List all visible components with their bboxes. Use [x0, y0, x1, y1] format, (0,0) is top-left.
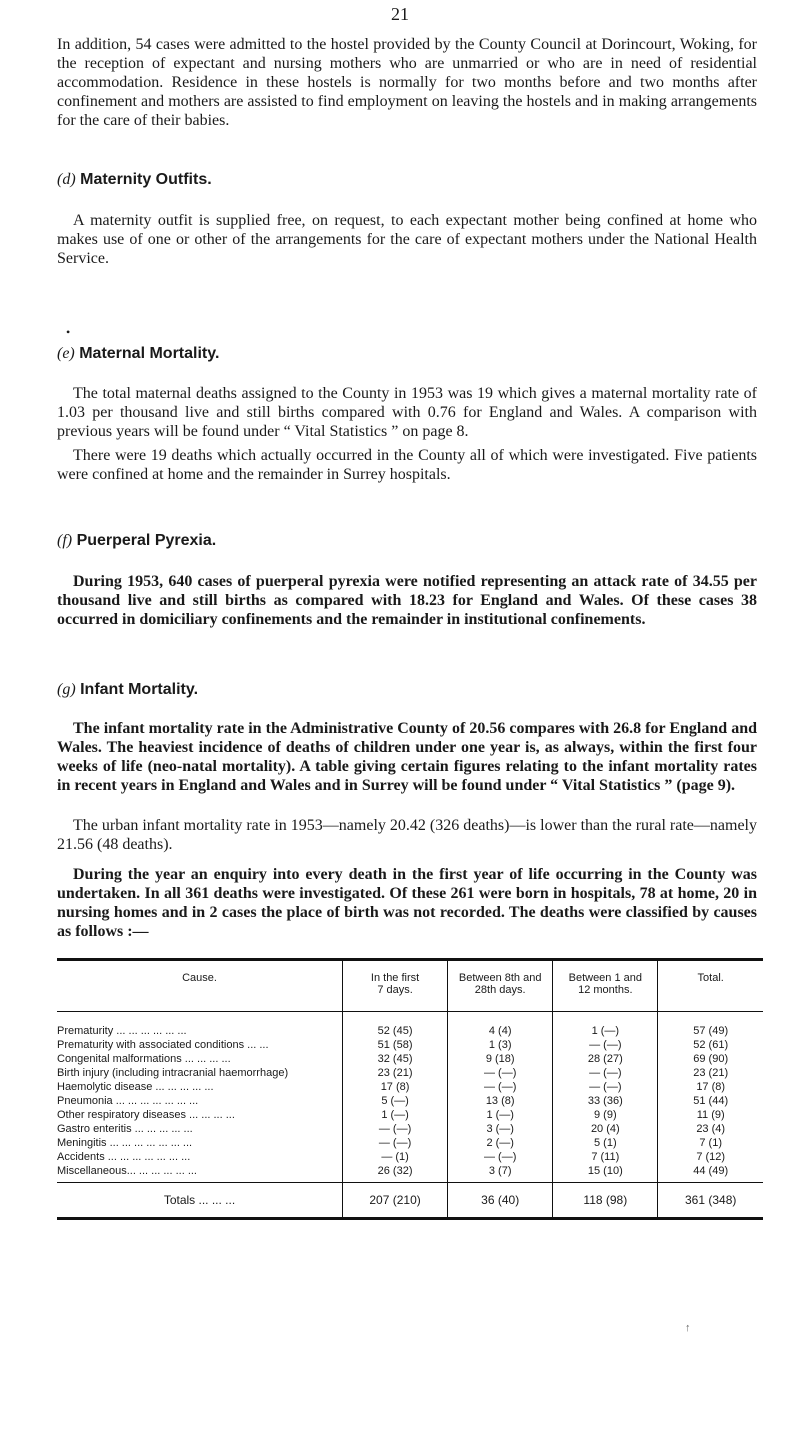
m1to12-cell: 7 (11) — [553, 1150, 658, 1164]
table-row — [57, 1150, 763, 1164]
section-letter: (g) — [57, 681, 76, 698]
total-cell: 23 (4) — [658, 1122, 763, 1136]
m1to12-cell: — (—) — [553, 1080, 658, 1094]
total-cell: 7 (1) — [658, 1136, 763, 1150]
m1to12-cell: 15 (10) — [553, 1164, 658, 1183]
d8to28-cell: 2 (—) — [448, 1136, 553, 1150]
cause-cell: Prematurity with associated conditions ... ... — [57, 1039, 269, 1051]
section-heading-maternal-mortality — [57, 345, 219, 363]
section-heading-infant-mortality — [57, 681, 198, 699]
section-heading-puerperal-pyrexia — [57, 532, 216, 550]
m1to12-cell: 20 (4) — [553, 1122, 658, 1136]
m1to12-cell: — (—) — [553, 1038, 658, 1052]
d8to28-cell: 1 (3) — [448, 1038, 553, 1052]
infant-mortality-paragraph-2: The urban infant mortality rate in 1953—namely 20.42 (326 deaths)—is lower than the rural rate—namely 21.56 (48 deaths). — [57, 817, 757, 853]
m1to12-cell: 33 (36) — [553, 1094, 658, 1108]
first-7-cell: — (1) — [343, 1150, 448, 1164]
first-7-cell: 17 (8) — [343, 1080, 448, 1094]
table-bottom-rule — [57, 1217, 763, 1220]
m1to12-cell: 1 (—) — [553, 1012, 658, 1039]
section-title: Infant Mortality. — [80, 681, 199, 698]
d8to28-cell: 3 (7) — [448, 1164, 553, 1183]
maternity-outfits-paragraph: A maternity outfit is supplied free, on request, to each expectant mother being confined at home who makes use of one or other of the arrangements for the care of expectant mothers under the National Health Service. — [57, 212, 757, 267]
cause-cell: Haemolytic disease ... ... ... ... ... — [57, 1081, 214, 1093]
cause-cell: Meningitis ... ... ... ... ... ... ... — [57, 1137, 193, 1149]
table-row — [57, 1080, 763, 1094]
stray-dot-mark: • — [66, 325, 71, 339]
first-7-cell: 32 (45) — [343, 1052, 448, 1066]
table-row — [57, 1094, 763, 1108]
totals-d8to28: 36 (40) — [448, 1183, 553, 1218]
totals-row — [57, 1183, 763, 1218]
d8to28-cell: 3 (—) — [448, 1122, 553, 1136]
header-first-7-days: In the first 7 days. — [343, 961, 448, 1012]
section-title: Maternal Mortality. — [79, 345, 220, 362]
section-title: Maternity Outfits. — [80, 171, 212, 188]
first-7-cell: 5 (—) — [343, 1094, 448, 1108]
total-cell: 11 (9) — [658, 1108, 763, 1122]
cause-table — [57, 961, 763, 1217]
m1to12-cell: — (—) — [553, 1066, 658, 1080]
cause-cell: Congenital malformations ... ... ... ... — [57, 1053, 231, 1065]
cause-cell: Other respiratory diseases ... ... ... ... — [57, 1109, 235, 1121]
total-cell: 52 (61) — [658, 1038, 763, 1052]
section-letter: (d) — [57, 171, 76, 188]
d8to28-cell: 13 (8) — [448, 1094, 553, 1108]
section-heading-maternity-outfits — [57, 171, 212, 189]
m1to12-cell: 5 (1) — [553, 1136, 658, 1150]
d8to28-cell: 1 (—) — [448, 1108, 553, 1122]
d8to28-cell: — (—) — [448, 1080, 553, 1094]
cause-cell: Accidents ... ... ... ... ... ... ... — [57, 1151, 191, 1163]
totals-m1to12: 118 (98) — [553, 1183, 658, 1218]
m1to12-cell: 28 (27) — [553, 1052, 658, 1066]
table-row — [57, 1052, 763, 1066]
total-cell: 7 (12) — [658, 1150, 763, 1164]
total-cell: 44 (49) — [658, 1164, 763, 1183]
table-body — [57, 1012, 763, 1218]
table-row — [57, 1108, 763, 1122]
table-row — [57, 1012, 763, 1039]
maternal-mortality-paragraph-2: There were 19 deaths which actually occurred in the County all of which were investigated. Five patients were confined at home and the remainder in Surrey hospitals. — [57, 447, 757, 483]
table-row — [57, 1122, 763, 1136]
infant-mortality-paragraph-1: The infant mortality rate in the Administrative County of 20.56 compares with 26.8 for England and Wales. The heaviest incidence of deaths of children under one year is, as always, within the first four weeks of life (neo-natal mortality). A table giving certain figures relating to the infant mortality rates in recent years in England and Wales and in Surrey will be found under “ Vital Statistics ” (page 9). — [57, 720, 757, 794]
section-letter: (f) — [57, 532, 73, 549]
m1to12-cell: 9 (9) — [553, 1108, 658, 1122]
total-cell: 17 (8) — [658, 1080, 763, 1094]
first-7-cell: 23 (21) — [343, 1066, 448, 1080]
first-7-cell: — (—) — [343, 1136, 448, 1150]
table-row — [57, 1164, 763, 1183]
first-7-cell: — (—) — [343, 1122, 448, 1136]
first-7-cell: 52 (45) — [343, 1012, 448, 1039]
cause-cell: Miscellaneous... ... ... ... ... ... — [57, 1165, 197, 1177]
header-8th-to-28th-days: Between 8th and 28th days. — [448, 961, 553, 1012]
table-row — [57, 1136, 763, 1150]
section-letter: (e) — [57, 345, 75, 362]
cause-cell: Gastro enteritis ... ... ... ... ... — [57, 1123, 193, 1135]
table-row — [57, 1038, 763, 1052]
puerperal-pyrexia-paragraph: During 1953, 640 cases of puerperal pyrexia were notified representing an attack rate of 34.55 per thousand live and still births as compared with 18.23 for England and Wales. Of these cases 38 occurred in domiciliary confinements and the remainder in institutional confinements. — [57, 573, 757, 628]
maternal-mortality-paragraph-1: The total maternal deaths assigned to the County in 1953 was 19 which gives a maternal mortality rate of 1.03 per thousand live and still births compared with 0.76 for England and Wales. A comparison with previous years will be found under “ Vital Statistics ” on page 8. — [57, 385, 757, 440]
d8to28-cell: — (—) — [448, 1150, 553, 1164]
page-number: 21 — [391, 4, 409, 24]
first-7-cell: 26 (32) — [343, 1164, 448, 1183]
infant-mortality-paragraph-3: During the year an enquiry into every death in the first year of life occurring in the County was undertaken. In all 361 deaths were investigated. Of these 261 were born in hospitals, 78 at home, 20 in nursing homes and in 2 cases the place of birth was not recorded. The deaths were classified by causes as follows :— — [57, 866, 757, 940]
section-title: Puerperal Pyrexia. — [76, 532, 217, 549]
totals-label: Totals ... ... ... — [57, 1183, 343, 1218]
total-cell: 69 (90) — [658, 1052, 763, 1066]
header-cause: Cause. — [57, 961, 343, 1012]
d8to28-cell: — (—) — [448, 1066, 553, 1080]
cause-cell: Birth injury (including intracranial haemorrhage) — [57, 1067, 289, 1079]
cause-cell: Prematurity ... ... ... ... ... ... — [57, 1025, 187, 1037]
total-cell: 51 (44) — [658, 1094, 763, 1108]
table-row — [57, 1066, 763, 1080]
totals-first-7: 207 (210) — [343, 1183, 448, 1218]
d8to28-cell: 9 (18) — [448, 1052, 553, 1066]
total-cell: 23 (21) — [658, 1066, 763, 1080]
first-7-cell: 1 (—) — [343, 1108, 448, 1122]
intro-paragraph: In addition, 54 cases were admitted to the hostel provided by the County Council at Dorincourt, Woking, for the reception of expectant and nursing mothers who are unmarried or who are in need of residential accommodation. Residence in these hostels is normally for two months before and two months after confinement and mothers are assisted to find employment on leaving the hostels and in making arrangements for the care of their babies. — [57, 36, 757, 129]
totals-total: 361 (348) — [658, 1183, 763, 1218]
stray-corner-mark: ↑ — [685, 1322, 691, 1334]
cause-cell: Pneumonia ... ... ... ... ... ... ... — [57, 1095, 199, 1107]
d8to28-cell: 4 (4) — [448, 1012, 553, 1039]
first-7-cell: 51 (58) — [343, 1038, 448, 1052]
header-total: Total. — [658, 961, 763, 1012]
total-cell: 57 (49) — [658, 1012, 763, 1039]
header-1-to-12-months: Between 1 and 12 months. — [553, 961, 658, 1012]
infant-deaths-by-cause-table — [57, 958, 763, 1220]
